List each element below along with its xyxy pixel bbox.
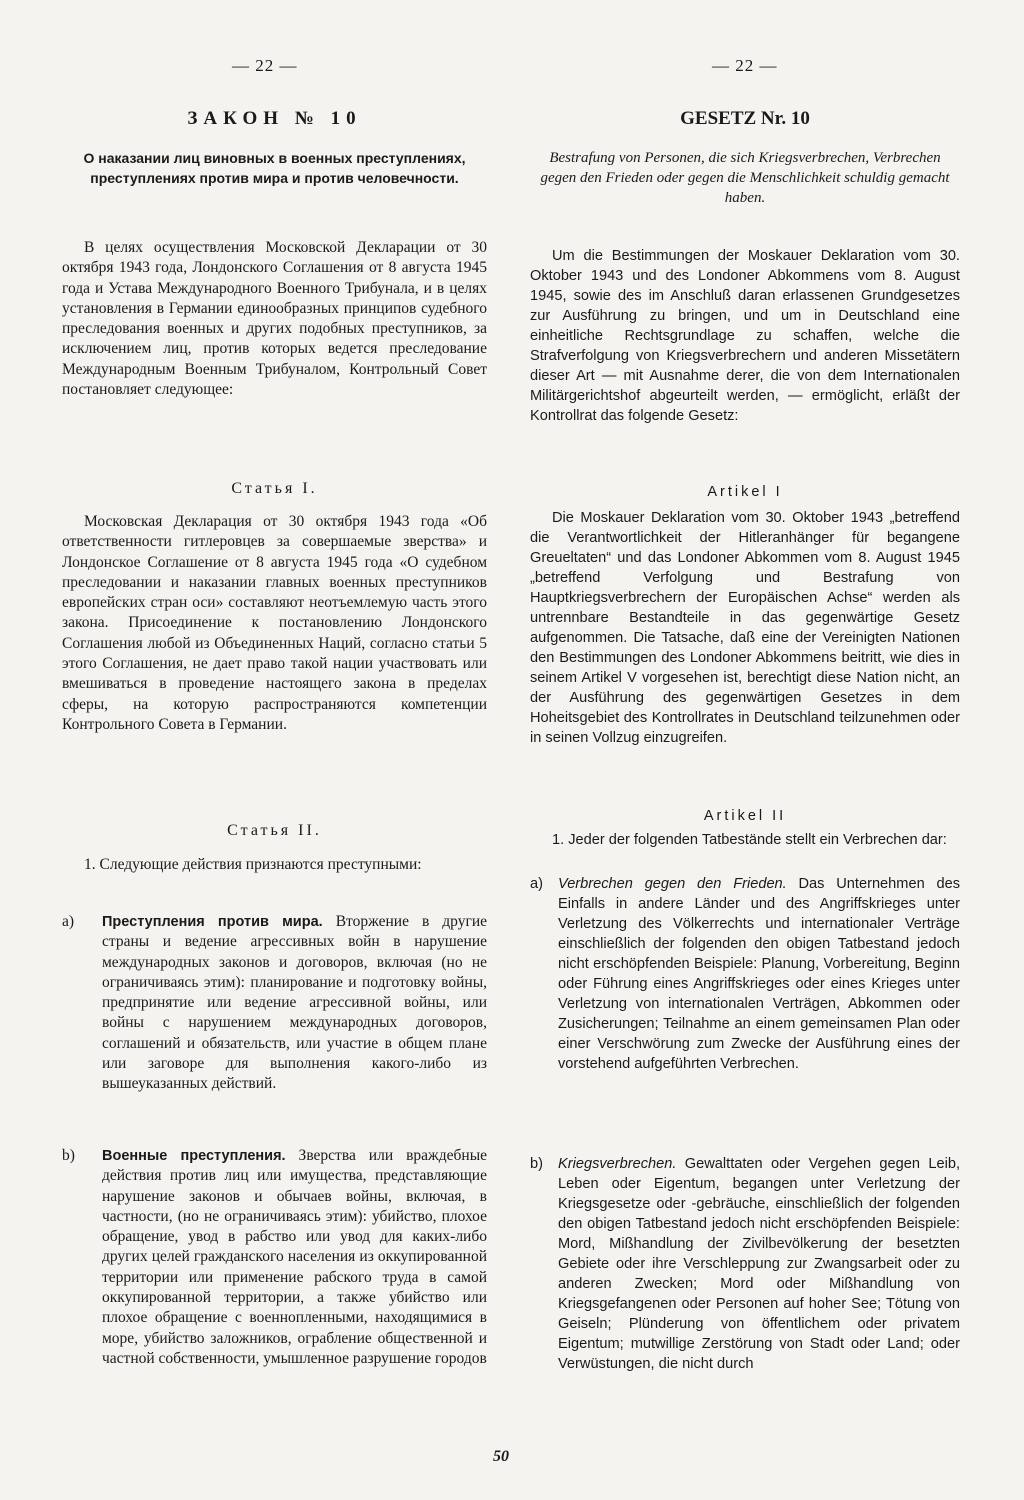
item-b-body-de [558, 1154, 960, 1374]
item-a-ru [62, 912, 487, 1095]
law-title-ru: ЗАКОН № 10 [187, 108, 362, 129]
law-subtitle-de: Bestrafung von Personen, die sich Kriegsverbrechen, Verbrechen gegen den Frieden oder gegen die Menschlichkeit schuldig gemacht haben. [540, 150, 950, 206]
law-title-de: GESETZ Nr. 10 [680, 108, 810, 129]
item-b-ru [62, 1146, 487, 1369]
page-number-ru: — 22 — [232, 56, 298, 75]
item-b-marker-de: b) [530, 1156, 543, 1172]
article-2-heading-de: Artikel II [703, 808, 787, 824]
item-a-de [530, 874, 960, 1074]
item-a-lead-ru: Преступления против мира. [102, 914, 323, 930]
article-1-heading-ru: Статья I. [231, 480, 318, 497]
article-2-intro-de: 1. Jeder der folgenden Tatbestände stellt ein Verbrechen dar: [552, 832, 947, 848]
item-a-body-ru [102, 912, 487, 1095]
preamble-de: Um die Bestimmungen der Moskauer Deklaration vom 30. Oktober 1943 und des Londoner Abkommens vom 8. August 1945, sowie des im Anschluß daran erlassenen Grundgesetzes zur Ausführung zu bringen, und um in Deutschland eine einheitliche Rechtsgrundlage zu schaffen, welche die Strafverfolgung von Kriegsverbrechern und anderen Missetätern dieser Art — mit Ausnahme derer, die von dem Internationalen Militärgerichtshof abgeurteilt werden, — ermöglicht, erläßt der Kontrollrat das folgende Gesetz: [530, 248, 960, 424]
item-b-body-ru [102, 1146, 487, 1369]
page-number-de: — 22 — [712, 56, 778, 75]
item-b-lead-de: Kriegsverbrechen. [558, 1156, 677, 1172]
item-a-lead-de: Verbrechen gegen den Frieden. [558, 876, 787, 892]
article-2-intro-ru: 1. Следующие действия признаются преступными: [84, 856, 422, 873]
item-b-marker-ru: b) [62, 1147, 75, 1164]
item-b-text-ru: Зверства или враждебные действия против лиц или имущества, представляющие нарушение законов и обычаев войны, включая, в частности, (но не ограничиваясь этим): убийство, плохое обращение, увод в рабство или увод для каких-либо других целей гражданского населения из оккупированной территории или применение рабского труда в самой оккупированной территории, а также убийство или плохое обращение с военнопленными, находящимися в море, убийство заложников, ограбление общественной и частной собственности, умышленное разрушение городов [102, 1147, 488, 1367]
article-1-text-de: Die Moskauer Deklaration vom 30. Oktober 1943 „betreffend die Verantwortlichkeit der Hitleranhänger für begangene Greueltaten“ und das Londoner Abkommen vom 8. August 1945 „betreffend Verfolgung und Bestrafung von Hauptkriegsverbrechern der Europäischen Achse“ werden als untrennbare Bestandteile in das gegenwärtige Gesetz aufgenommen. Die Tatsache, daß eine der Vereinigten Nationen den Bestimmungen des Londoner Abkommens beitritt, wie dies in seinem Artikel V vorgesehen ist, berechtigt diese Nation nicht, an der Ausführung des gegenwärtigen Gesetzes in dem Hoheitsgebiet des Kontrollrates in Deutschland teilzunehmen oder in seinen Vollzug einzugreifen. [530, 510, 960, 746]
item-b-lead-ru: Военные преступления. [102, 1148, 286, 1164]
item-a-text-ru: Вторжение в другие страны и ведение агрессивных войн в нарушение международных законов и договоров, включая (но не ограничиваясь этим): планирование и подготовку войны, предпринятие или ведение агрессивной войны, или войны с нарушением международных договоров, соглашений и обязательств, или участие в общем плане или заговоре для выполнения какого-либо из вышеуказанных действий. [102, 913, 488, 1093]
article-2-heading-ru: Статья II. [227, 822, 322, 839]
folio-number: 50 [493, 1448, 509, 1465]
item-b-de [530, 1154, 960, 1374]
item-b-text-de: Gewalttaten oder Vergehen gegen Leib, Leben oder Eigentum, begangen unter Verletzung der Kriegsgesetze oder -gebräuche, einschließlich der folgenden den obigen Tatbestand jedoch nicht erschöpfenden Beispiele: Mord, Mißhandlung der Zivilbevölkerung der besetzten Gebiete oder ihre Verschleppung zur Zwangsarbeit oder zu anderen Zwecken; Mord oder Mißhandlung von Kriegsgefangenen oder Personen auf hoher See; Tötung von Geiseln; Plünderung von öffentlichem oder privatem Eigentum; mutwillige Zerstörung von Stadt oder Land; oder Verwüstungen, die nicht durch [558, 1156, 960, 1372]
item-a-body-de [558, 874, 960, 1074]
law-subtitle-ru: О наказании лиц виновных в военных преступлениях, преступлениях против мира и против человечности. [83, 150, 466, 186]
item-a-marker-de: a) [530, 876, 543, 892]
article-1-heading-de: Artikel I [707, 484, 783, 500]
item-a-text-de: Das Unternehmen des Einfalls in andere Länder und des Angriffskrieges unter Verletzung des Völkerrechts und internationaler Verträge einschließlich der folgenden den obigen Tatbestand jedoch nicht erschöpfenden Beispiele: Planung, Vorbereitung, Beginn oder Führung eines Angriffskrieges oder eines Krieges unter Verletzung von internationalen Verträgen, Abkommen oder Zusicherungen; Teilnahme an einem gemeinsamen Plan oder einer Verschwörung zum Zwecke der Ausführung eines der vorstehend aufgeführten Verbrechen. [558, 876, 960, 1072]
item-a-marker-ru: а) [62, 913, 75, 930]
article-1-text-ru: Московская Декларация от 30 октября 1943 года «Об ответственности гитлеровцев за совершаемые зверства» и Лондонское Соглашение от 8 августа 1945 года «О судебном преследовании и наказании главных военных преступников европейских стран оси» составляют неотъемлемую часть этого закона. Присоединение к постановлению Лондонского Соглашения любой из Объединенных Наций, согласно статьи 5 этого Соглашения, не дает право такой нации участвовать или вмешиваться в проведение настоящего закона в пределах сферы, на которую распространяются компетенции Контрольного Совета в Германии. [62, 513, 487, 733]
preamble-ru: В целях осуществления Московской Декларации от 30 октября 1943 года, Лондонского Соглашения от 8 августа 1945 года и Устава Международного Военного Трибунала, и в целях установления в Германии единообразных принципов судебного преследования военных и других подобных преступников, за исключением лиц, против которых ведется преследование Международным Военным Трибуналом, Контрольный Совет постановляет следующее: [62, 239, 487, 399]
